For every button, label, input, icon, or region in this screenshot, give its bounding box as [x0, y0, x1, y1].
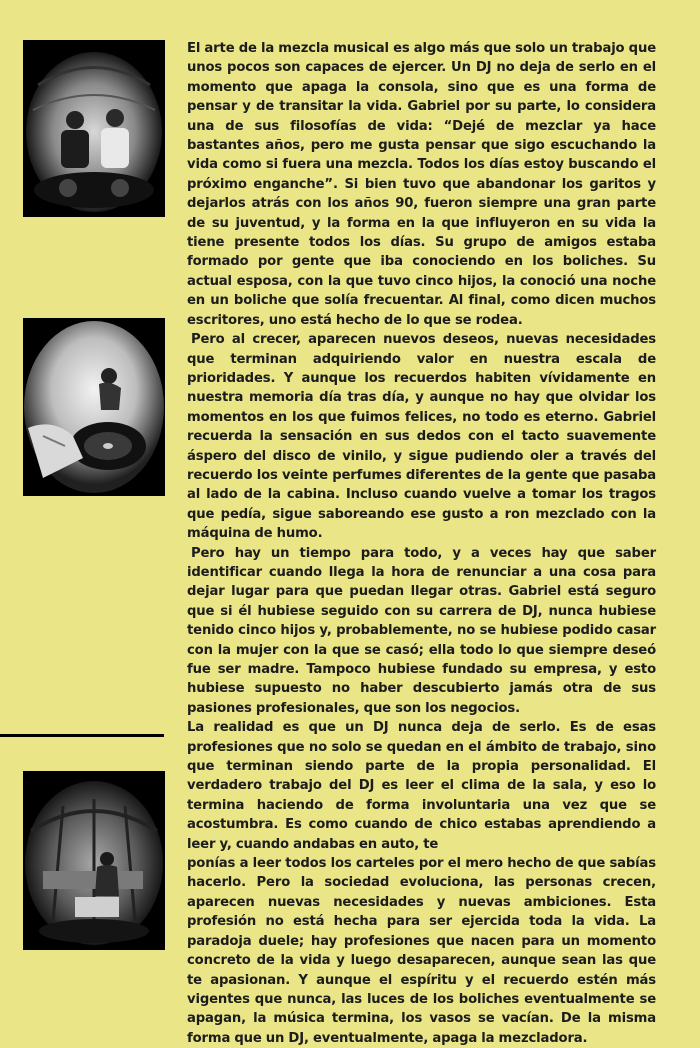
divider-line — [0, 734, 164, 737]
article-paragraph-2: Pero al crecer, aparecen nuevos deseos, nuevas necesidades que terminan adquiriendo valor en nuestra escala de prioridades. Y aunque los recuerdos habiten vívidamente en nuestra memoria día tras día, y aunque no hay que olvidar los momentos en los que fuimos felices, no todo es eterno. Gabriel recuerda la sensación en sus dedos con el tacto suavemente áspero del disco de vinilo, y sigue pudiendo oler a través del recuerdo los veinte perfumes diferentes de la gente que pasaba al lado de la cabina. Incluso cuando vuelve a tomar los tragos que pedía, sigue saboreando ese gusto a ron mezclado con la máquina de humo. — [187, 332, 656, 542]
photo-woman-window-fisheye — [23, 771, 165, 950]
article-paragraph-3: Pero hay un tiempo para todo, y a veces hay que saber identificar cuando llega la hora de renunciar a una cosa para dejar lugar para que puedan llegar otras. Gabriel está seguro que si él hubiese seguido con su carrera de DJ, nunca hubiese tenido cinco hijos y, probablemente, no se hubiese podido casar con la mujer con la que se casó; ella todo lo que siempre deseó fue ser madre. Tampoco hubiese fundado su empresa, y esto hubiese supuesto no haber descubierto jamás otra de sus pasiones profesionales, que son los negocios. — [187, 545, 656, 716]
article-paragraph-1: El arte de la mezcla musical es algo más que solo un trabajo que unos pocos son capaces de ejercer. Un DJ no deja de serlo en el momento que apaga la consola, sino que es una forma de pensar y de transitar la vida. Gabriel por su parte, lo considera una de sus filosofías de vida: “Dejé de mezclar ya hace bastantes años, pero me gusta pensar que sigo escuchando la vida como si fuera una mezcla. Todos los días estoy buscando el próximo enganche”. Si bien tuvo que abandonar los garitos y dejarlos atrás con los años 90, fueron siempre una gran parte de su juventud, y la forma en la que influyeron en su vida la tiene presente todos los días. Su grupo de amigos estaba formado por gente que iba conociendo en los boliches. Su actual esposa, con la que tuvo cinco hijos, la conoció una noche en un boliche que solía frecuentar. Al final, como dicen muchos escritores, uno está hecho de lo que se rodea. — [187, 41, 656, 328]
article-paragraph-4: La realidad es que un DJ nunca deja de serlo. Es de esas profesiones que no solo se quedan en el ámbito de trabajo, sino que terminan siendo parte de la propia personalidad. El verdadero trabajo del DJ es leer el clima de la sala, y eso lo termina haciendo de forma involuntaria una vez que se acostumbra. Es como cuando de chico estabas aprendiendo a leer y, cuando andabas en auto, te — [187, 720, 656, 852]
dj-hand-on-turntable-image — [23, 318, 165, 496]
photo-djs-fisheye — [23, 40, 165, 217]
photo-dj-turntable-fisheye — [23, 318, 165, 496]
article-paragraph-5: ponías a leer todos los carteles por el mero hecho de que sabías hacerlo. Pero la sociedad evoluciona, las personas crecen, aparecen nuevas necesidades y nuevas ambiciones. Esta profesión no está hecha para ser ejercida toda la vida. La paradoja duele; hay profesiones que nacen para un momento concreto de la vida y luego desaparecen, aunque sean las que te apasionan. Y aunque el espíritu y el recuerdo estén más vigentes que nunca, las luces de los boliches eventualmente se apagan, la música termina, los vasos se vacían. De la misma forma que un DJ, eventualmente, apaga la mezcladora. — [187, 856, 656, 1046]
woman-by-window-image — [23, 771, 165, 950]
article-body — [187, 39, 656, 1048]
two-djs-at-console-image — [23, 40, 165, 217]
